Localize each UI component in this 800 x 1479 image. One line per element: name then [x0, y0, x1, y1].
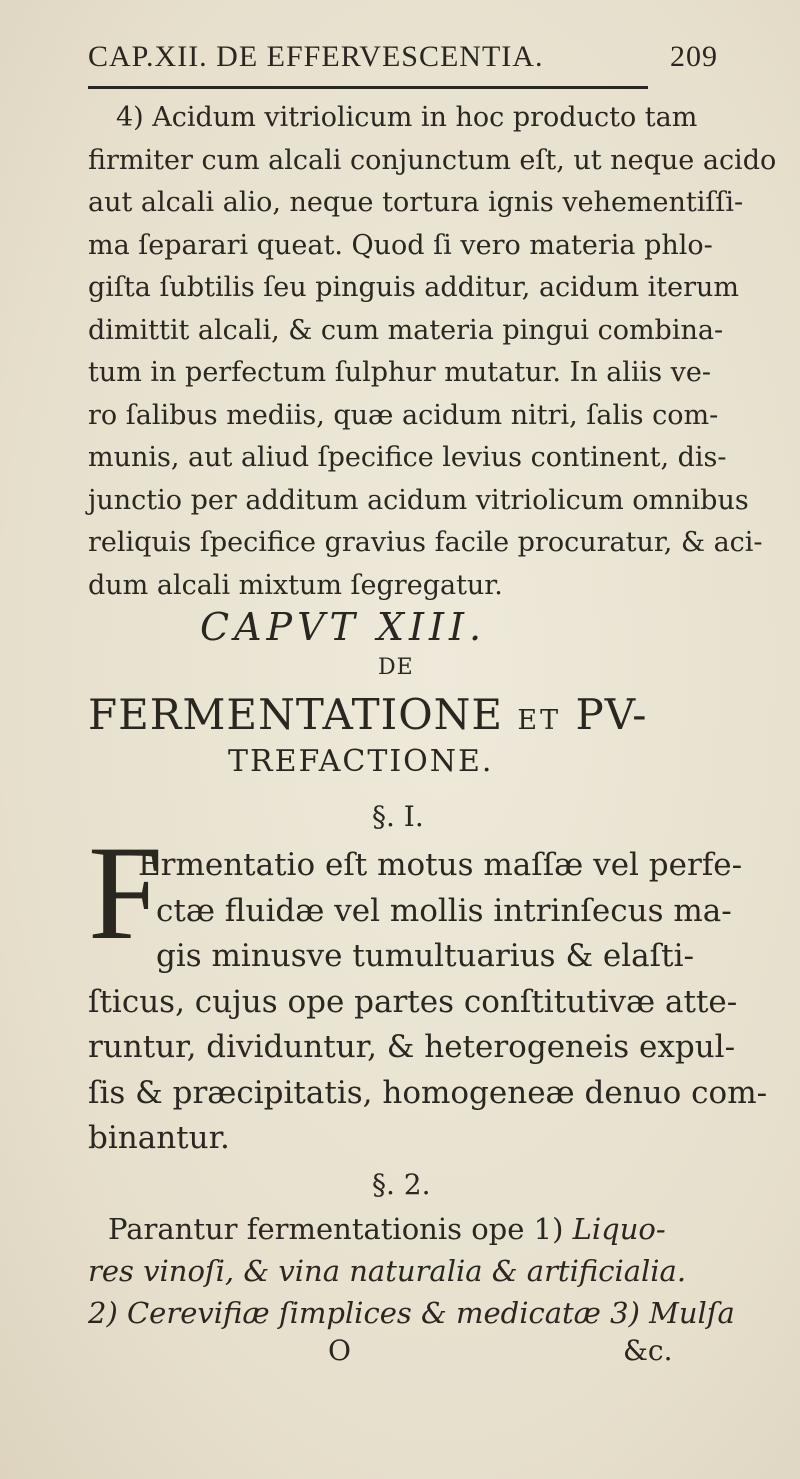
text-line: ctæ fluidæ vel mollis intrinſecus ma-	[156, 892, 732, 929]
header-rule	[88, 86, 648, 89]
catchword: &c.	[623, 1334, 673, 1367]
text-line: junctio per additum acidum vitriolicum omnibus	[88, 484, 749, 516]
page-number: 209	[670, 40, 718, 73]
text-line: giſta ſubtilis ſeu pinguis additur, acidum iterum	[88, 272, 740, 303]
text-line: dimittit alcali, & cum materia pingui combina-	[88, 314, 724, 346]
text-line: munis, aut aliud ſpecifice levius continent, dis-	[88, 442, 727, 473]
italic-span: Liquo-	[572, 1212, 666, 1246]
chapter-number: CAPVT XIII.	[200, 605, 487, 649]
text-line: firmiter cum alcali conjunctum eſt, ut neque acido	[88, 144, 777, 176]
chapter-title	[88, 690, 647, 739]
text-line: ma ſeparari queat. Quod ſi vero materia phlo-	[88, 229, 713, 261]
text-line: ro ſalibus mediis, quæ acidum nitri, ſalis com-	[88, 399, 719, 431]
text-line: gis minusve tumultuarius & elaſti-	[156, 938, 694, 974]
italic-span: 2) Cerevifiæ ſimplices & medicatæ 3) Mulſa	[88, 1296, 735, 1330]
chapter-title-et: ET	[517, 705, 562, 736]
paragraph-4	[88, 97, 777, 607]
section-1-text	[88, 843, 768, 1162]
section-mark-1: §. I.	[372, 800, 424, 833]
text-line: runtur, dividuntur, & heterogeneis expul-	[88, 1029, 736, 1065]
text-line: aut alcali alio, neque tortura ignis vehementiſſi-	[88, 187, 744, 218]
text-line: ſis & præcipitatis, homogeneæ denuo com-	[88, 1074, 768, 1111]
text-line: Ermentatio eſt motus maſſæ vel perfe-	[138, 847, 743, 883]
running-header	[88, 40, 718, 80]
text-line: tum in perfectum ſulphur mutatur. In aliis ve-	[88, 357, 712, 388]
text-line: binantur.	[88, 1120, 230, 1156]
section-2-text	[88, 1208, 735, 1334]
chapter-title-line2: TREFACTIONE.	[228, 744, 494, 779]
italic-span: res vinoſi, & vina naturalia & artificialia.	[88, 1254, 687, 1288]
text-line: ſticus, cujus ope partes conſtitutivæ atte-	[88, 983, 738, 1020]
text-span: Parantur fermentationis ope 1)	[108, 1212, 573, 1246]
chapter-title-pv: PV-	[575, 690, 648, 739]
drop-cap: F	[88, 819, 164, 968]
chapter-title-main: FERMENTATIONE	[88, 690, 504, 739]
text-line	[108, 1208, 735, 1250]
text-line: 4) Acidum vitriolicum in hoc producto tam	[116, 102, 698, 133]
text-line: reliquis ſpecifice gravius facile procuratur, & aci-	[88, 527, 763, 558]
text-line	[88, 1250, 735, 1292]
text-line	[88, 1292, 735, 1334]
section-mark-2: §. 2.	[372, 1168, 431, 1201]
signature-mark: O	[328, 1334, 351, 1367]
chapter-de: DE	[378, 655, 414, 680]
running-title: CAP.XII. DE EFFERVESCENTIA.	[88, 40, 544, 73]
text-line: dum alcali mixtum ſegregatur.	[88, 569, 503, 601]
